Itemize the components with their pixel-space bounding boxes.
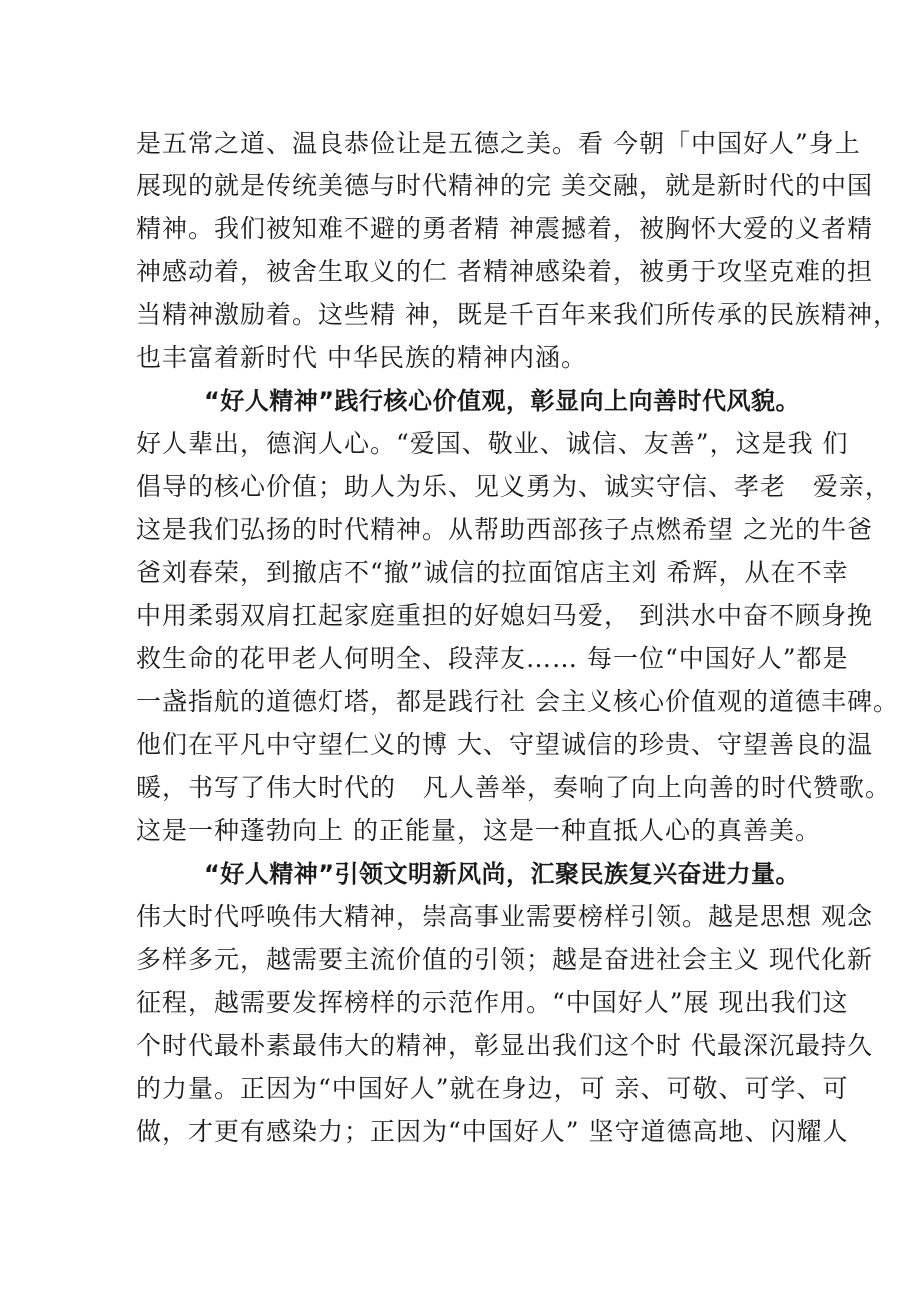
- paragraph-line: 精神。我们被知难不避的勇者精 神震撼着，被胸怀大爱的义者精: [136, 214, 873, 243]
- paragraph-line: 的力量。正因为“中国好人”就在身边，可 亲、可敬、可学、可: [136, 1074, 849, 1103]
- paragraph-line: 救生命的花甲老人何明全、段萍友…… 每一位“中国好人”都是: [136, 644, 849, 673]
- paragraph-line: 倡导的核心价值；助人为乐、见义勇为、诚实守信、孝老 爱亲，: [136, 472, 891, 501]
- paragraph-line: 是五常之道、温良恭俭让是五德之美。看 今朝「中国好人”身上: [136, 129, 861, 158]
- paragraph-line: 伟大时代呼唤伟大精神，崇高事业需要榜样引领。越是思想 观念: [136, 902, 873, 931]
- paragraph-line: 爸刘春荣，到撤店不“撤”诚信的拉面馆店主刘 希辉，从在不幸: [136, 558, 849, 587]
- section-heading: “好人精神”践行核心价值观，彰显向上向善时代风貌。: [204, 387, 801, 415]
- paragraph-line: 他们在平凡中守望仁义的博 大、守望诚信的珍贵、守望善良的温: [136, 730, 873, 759]
- paragraph-line: 这是我们弘扬的时代精神。从帮助西部孩子点燃希望 之光的牛爸: [136, 515, 873, 544]
- paragraph-line: 征程，越需要发挥榜样的示范作用。“中国好人”展 现出我们这: [136, 988, 849, 1017]
- section-heading: “好人精神”引领文明新风尚，汇聚民族复兴奋进力量。: [204, 860, 801, 888]
- paragraph-line: 展现的就是传统美德与时代精神的完 美交融，就是新时代的中国: [136, 171, 873, 200]
- paragraph-line: 中用柔弱双肩扛起家庭重担的好媳妇马爱， 到洪水中奋不顾身挽: [136, 601, 873, 630]
- paragraph-line: 神感动着，被舍生取义的仁 者精神感染着，被勇于攻坚克难的担: [136, 257, 873, 286]
- paragraph-line: 多样多元，越需要主流价值的引领；越是奋进社会主义 现代化新: [136, 945, 873, 974]
- paragraph-line: 好人辈出，德润人心。“爱国、敬业、诚信、友善”，这是我 们: [136, 429, 849, 458]
- paragraph-line: 当精神激励着。这些精 神，既是千百年来我们所传承的民族精神，: [136, 300, 899, 329]
- paragraph-line: 个时代最朴素最伟大的精神，彰显出我们这个时 代最深沉最持久: [136, 1031, 873, 1060]
- paragraph-line: 暖，书写了伟大时代的 凡人善举，奏响了向上向善的时代赞歌。: [136, 773, 891, 802]
- paragraph-line: 做，才更有感染力；正因为“中国好人” 坚守道德高地、闪耀人: [136, 1117, 849, 1146]
- paragraph-line: 这是一种蓬勃向上 的正能量，这是一种直抵人心的真善美。: [136, 816, 821, 845]
- paragraph-line: 一盏指航的道德灯塔，都是践行社 会主义核心价值观的道德丰碑。: [136, 687, 899, 716]
- paragraph-line: 也丰富着新时代 中华民族的精神内涵。: [136, 343, 587, 372]
